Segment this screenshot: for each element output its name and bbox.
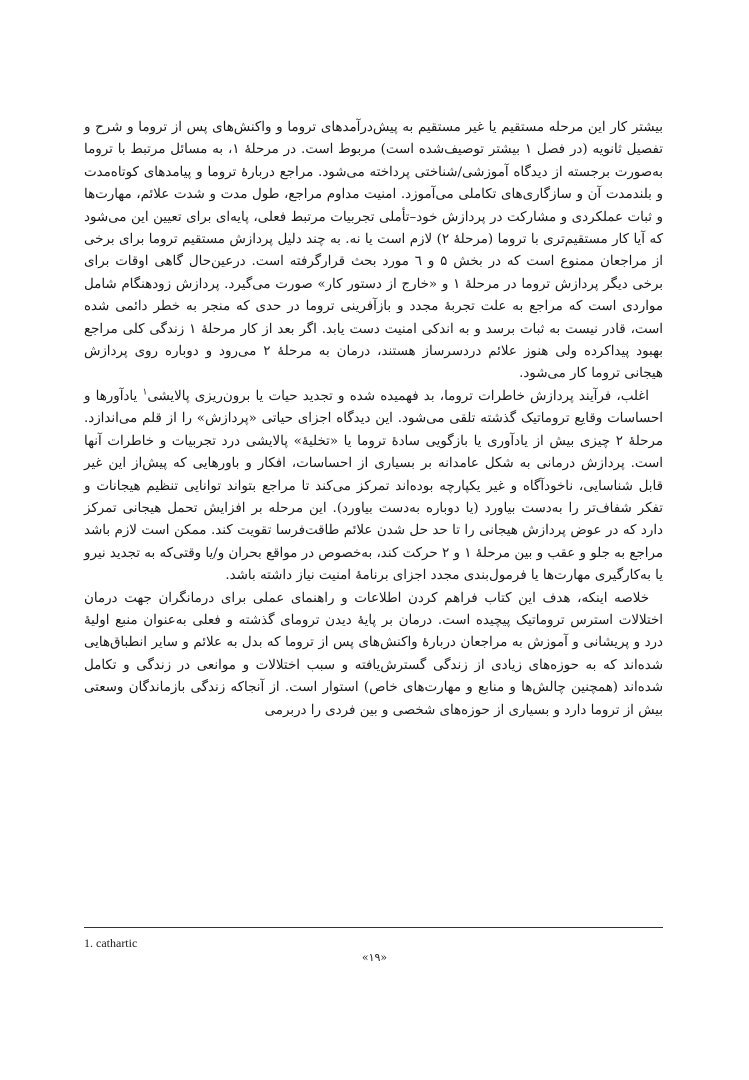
paragraph-3: خلاصه اینکه، هدف این کتاب فراهم کردن اطلاعات و راهنمای عملی برای درمانگران جهت درمان اختلالات استرس تروماتیک پیچیده است. درمان بر پایهٔ دیدن ترومای گذشته و فعلی به‌عنوان منبع اولیهٔ درد و پریشانی و آموزش به مراجعان دربارهٔ واکنش‌های پس از تروما که بدل به علائم و سایر انطباق‌هایی شده‌اند که به حوزه‌های زیادی از زندگی گسترش‌یافته و سبب اختلالات و موانعی در زندگی و تکامل شده‌اند (همچنین چالش‌ها و منابع و مهارت‌های خاص) استوار است. از آنجاکه زندگی بازماندگان وسعتی بیش از تروما دارد و بسیاری از حوزه‌های شخصی و بین فردی را دربرمی xyxy=(84,590,663,718)
footnote-marker: ۱ xyxy=(142,387,148,398)
page-number: «۱۹» xyxy=(361,951,388,964)
paragraph-1: بیشتر کار این مرحله مستقیم یا غیر مستقیم به پیش‌درآمدهای تروما و واکنش‌های پس از تروما و شرح و تفصیل ثانویه (در فصل ۱ بیشتر توصیف‌شده است) مربوط است. در مرحلهٔ ۱، به مسائل مرتبط با تروما به‌صورت برجسته از دیدگاه آموزشی/شناختی پرداخته می‌شود. مراجع دربارهٔ تروما و پیامدهای کوتاه‌مدت و بلندمدت آن و سازگاری‌های تکاملی می‌آموزد. امنیت مداوم مراجع، طول مدت و شدت علائم، مهارت‌ها و ثبات عملکردی و مشارکت در پردازش خود–تأملی تجربیات مرتبط فعلی، پایه‌ای برای تعیین این می‌شود که آیا کار مستقیم‌تری با تروما (مرحلهٔ ۲) لازم است یا نه. به چند دلیل پردازش مستقیم تروما برای برخی از مراجعان ممنوع است که در بخش ۵ و ٦ مورد بحث قرارگرفته است. درعین‌حال گاهی اوقات برای برخی دیگر پردازش تروما در مرحلهٔ ۱ و «خارج از دستور کار» صورت می‌گیرد. پردازش زودهنگام شامل مواردی است که مراجع به علت تجربهٔ مجدد و بازآفرینی تروما در حدی که منجر به خطر دائمی شده است، قادر نیست به ثبات برسد و به اندکی امنیت دست یابد. اگر بعد از کار مرحلهٔ ۱ زندگی کلی مراجع بهبود پیداکرده ولی هنوز علائم دردسرساز هستند، درمان به مرحلهٔ ۲ می‌رود و دوباره روی پردازش هیجانی تروما کار می‌شود. xyxy=(84,120,663,382)
page-body xyxy=(84,117,663,722)
footnote-divider xyxy=(84,927,663,928)
paragraph-2 xyxy=(84,386,663,588)
paragraph-2-rest: یادآورها و احساسات وقایع تروماتیک گذشته تلقی می‌شود. این دیدگاه اجزای حیاتی «پردازش» را از قلم می‌اندازد. مرحلهٔ ۲ چیزی بیش از یادآوری یا بازگویی سادهٔ تروما یا «تخلیهٔ» پالایشی درد تجربیات و خاطرات آنها است. پردازش درمانی به شکل عامدانه بر بسیاری از احساسات، افکار و باورهایی که پیش‌از این غیر قابل شناسایی، ناخودآگاه و غیر یکپارچه بوده‌اند تمرکز می‌کند تا مراجع بتواند توانایی تنظیم هیجانات و تفکر شفاف‌تر را به‌دست بیاورد (یا دوباره به‌دست بیاورد). این مرحله بر افزایش تحمل هیجانی تمرکز دارد که در عوض پردازش هیجانی را تا حد حل شدن علائم طاقت‌فرسا تقویت کند. ممکن است لازم باشد مراجع به جلو و عقب و بین مرحلهٔ ۱ و ۲ حرکت کند، به‌خصوص در مواقع بحران و/یا وقتی‌که به تجدید نیرو یا به‌کارگیری مهارت‌ها یا فرمول‌بندی مجدد اجزای برنامهٔ امنیت نیاز داشته باشد. xyxy=(84,388,664,584)
paragraph-2-opening: اغلب، فرآیند پردازش خاطرات تروما، بد فهمیده شده و تجدید حیات یا برون‌ریزی پالایشی xyxy=(147,388,650,404)
body-text xyxy=(84,117,663,722)
footnote: 1. cathartic xyxy=(84,936,138,950)
